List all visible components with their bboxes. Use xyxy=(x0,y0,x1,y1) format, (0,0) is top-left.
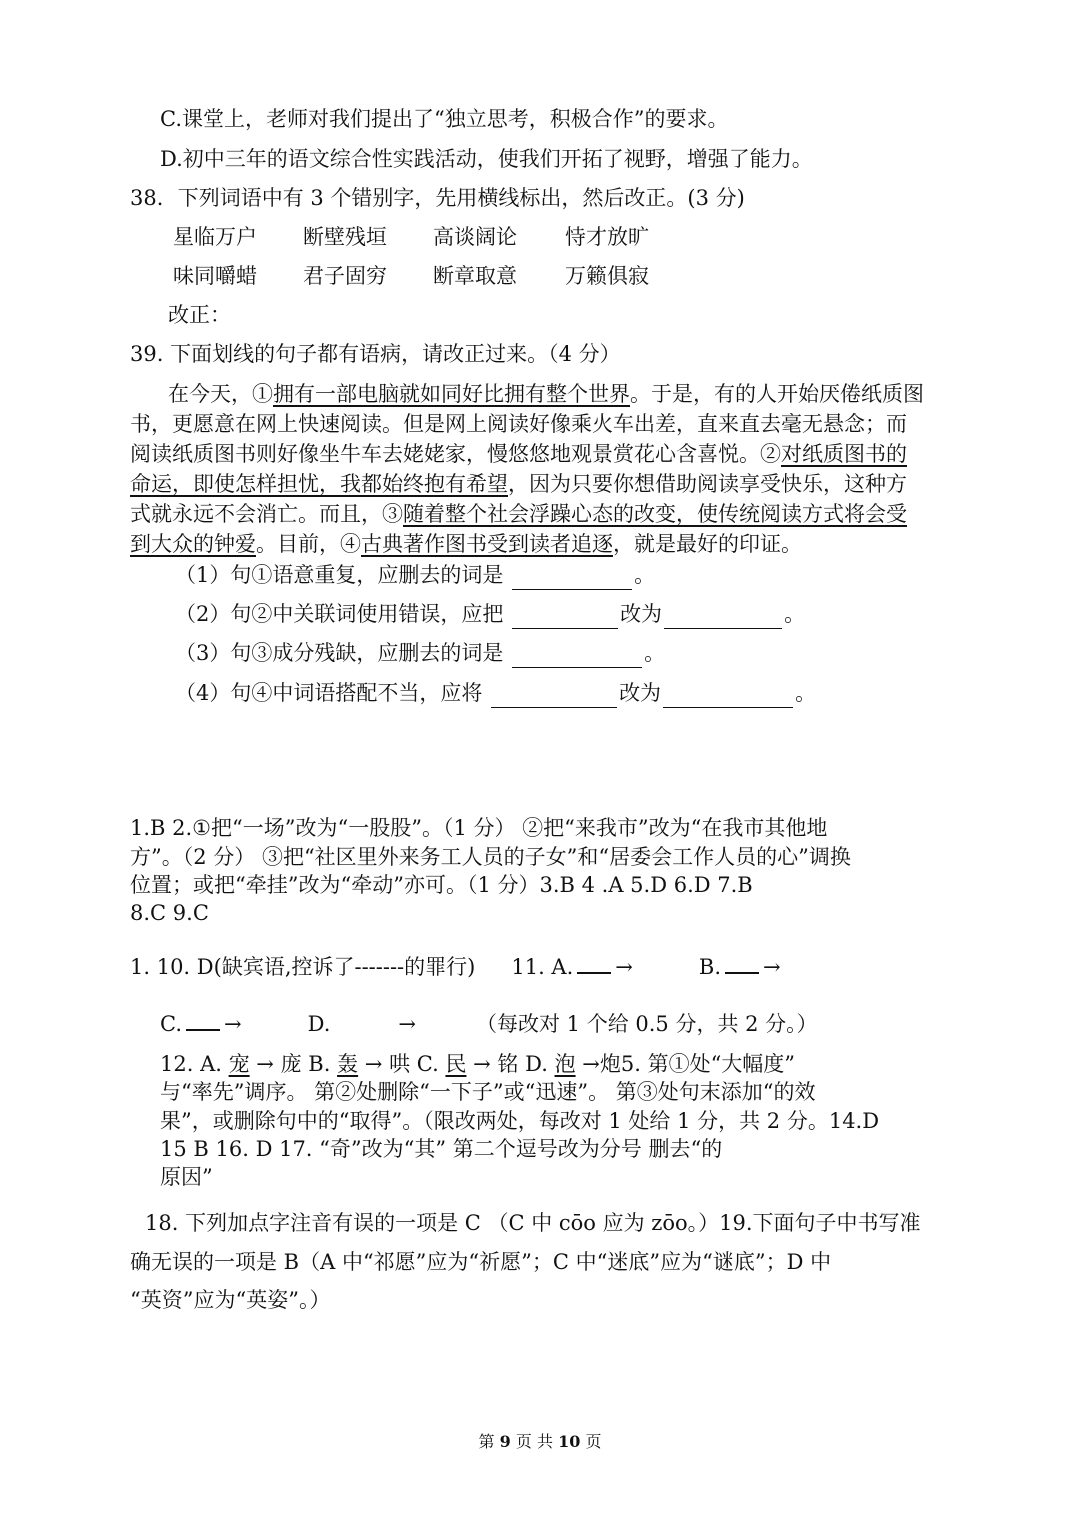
answer-line: 1. 10. D(缺宾语,控诉了-------的罪行) 11. A. → B. → xyxy=(130,955,781,979)
q37-option-c: C.课堂上，老师对我们提出了“独立思考，积极合作”的要求。 xyxy=(160,107,729,131)
answer-line: 8.C 9.C xyxy=(130,901,209,925)
answer-line: “英资”应为“英姿”。） xyxy=(130,1288,331,1312)
q38-stem: 38．下列词语中有 3 个错别字，先用横线标出，然后改正。(3 分) xyxy=(130,186,745,210)
answer-line: C. → D. → （每改对 1 个给 0.5 分，共 2 分。） xyxy=(160,1012,818,1036)
arrow-icon: → xyxy=(763,955,781,979)
q38-word: 味同嚼蜡 xyxy=(173,264,257,288)
q38-word: 君子固穷 xyxy=(303,264,387,288)
q39-para-line: 书，更愿意在网上快速阅读。但是网上阅读好像乘火车出差，直来直去毫无悬念；而 xyxy=(130,412,907,436)
arrow-icon: → xyxy=(224,1012,242,1036)
answer-line: 1.B 2.①把“一场”改为“一股股”。（1 分） ②把“来我市”改为“在我市其他地 xyxy=(130,816,828,840)
arrow-icon: → xyxy=(398,1012,416,1036)
q39-para-line: 式就永远不会消亡。而且，③随着整个社会浮躁心态的改变，使传统阅读方式将会受 xyxy=(130,502,907,526)
answer-blank[interactable] xyxy=(512,645,642,668)
q39-sub3: （3）句③成分残缺，应删去的词是 。 xyxy=(175,638,665,668)
answer-line: 15 B 16. D 17. “奇”改为“其” 第二个逗号改为分号 删去“的 xyxy=(160,1137,723,1161)
underlined-sentence-2-cont: 命运，即使怎样担忧，我都始终抱有希望 xyxy=(130,472,508,496)
answer-line: 与“率先”调序。 第②处删除“一下子”或“迅速”。 第③处句末添加“的效 xyxy=(160,1080,816,1104)
q38-word: 断壁残垣 xyxy=(303,225,387,249)
q38-word: 星临万户 xyxy=(173,225,257,249)
q38-word: 断章取意 xyxy=(433,264,517,288)
q38-word: 高谈阔论 xyxy=(433,225,517,249)
q39-sub2: （2）句②中关联词使用错误，应把 改为 。 xyxy=(175,599,805,629)
q38-correction-label: 改正： xyxy=(168,303,231,327)
underlined-sentence-1: 拥有一部电脑就如同好比拥有整个世界 xyxy=(273,382,630,406)
page-footer: 第 9 页 共 10 页 xyxy=(478,1432,602,1451)
answer-blank[interactable] xyxy=(491,685,617,708)
answer-blank[interactable] xyxy=(663,685,793,708)
arrow-icon: → xyxy=(615,955,633,979)
q37-option-d: D.初中三年的语文综合性实践活动，使我们开拓了视野，增强了能力。 xyxy=(160,147,813,171)
underlined-sentence-4: 古典著作图书受到读者追逐 xyxy=(361,532,613,556)
arrow-icon: → xyxy=(364,1052,383,1076)
answer-blank xyxy=(725,954,759,974)
arrow-icon: → xyxy=(582,1052,600,1076)
answer-line: 12. A. 宠 → 庞 B. 轰 → 哄 C. 民 → 铭 D. 泡 →炮5. 第①处“大幅度” xyxy=(160,1052,796,1076)
answer-blank xyxy=(577,954,611,974)
arrow-icon: → xyxy=(256,1052,274,1076)
answer-line: 果”，或删除句中的“取得”。（限改两处，每改对 1 处给 1 分，共 2 分。14.D xyxy=(160,1109,880,1133)
answer-line: 18. 下列加点字注音有误的一项是 C （C 中 cōo 应为 zōo。）19.下面句子中书写准 xyxy=(145,1211,921,1235)
q38-word: 恃才放旷 xyxy=(565,225,649,249)
answer-blank[interactable] xyxy=(512,567,632,590)
underlined-sentence-3: 随着整个社会浮躁心态的改变，使传统阅读方式将会受 xyxy=(403,502,907,526)
q39-stem: 39. 下面划线的句子都有语病，请改正过来。（4 分） xyxy=(130,342,621,366)
answer-blank[interactable] xyxy=(664,606,782,629)
answer-blank xyxy=(186,1011,220,1031)
q39-sub1: （1）句①语意重复，应删去的词是 。 xyxy=(175,560,655,590)
answer-line: 确无误的一项是 B（A 中“祁愿”应为“祈愿”；C 中“迷底”应为“谜底”；D 中 xyxy=(130,1250,832,1274)
answer-line: 方”。（2 分） ③把“社区里外来务工人员的子女”和“居委会工作人员的心”调换 xyxy=(130,845,851,869)
q39-sub4: （4）句④中词语搭配不当，应将 改为 。 xyxy=(175,678,816,708)
underlined-sentence-3-cont: 到大众的钟爱 xyxy=(130,532,256,556)
q39-para-line: 命运，即使怎样担忧，我都始终抱有希望，因为只要你想借助阅读享受快乐，这种方 xyxy=(130,472,907,496)
answer-blank[interactable] xyxy=(512,606,618,629)
arrow-icon: → xyxy=(473,1052,491,1076)
answer-line: 原因” xyxy=(160,1165,213,1189)
q39-para-line: 在今天，①拥有一部电脑就如同好比拥有整个世界。于是，有的人开始厌倦纸质图 xyxy=(168,382,924,406)
underlined-sentence-2: 对纸质图书的 xyxy=(781,442,907,466)
q39-para-line: 到大众的钟爱。目前，④古典著作图书受到读者追逐，就是最好的印证。 xyxy=(130,532,802,556)
page-number: 9 xyxy=(499,1432,511,1451)
answer-line: 位置；或把“牵挂”改为“牵动”亦可。（1 分）3.B 4 .A 5.D 6.D 7.B xyxy=(130,873,753,897)
page-total: 10 xyxy=(558,1432,581,1451)
q39-para-line: 阅读纸质图书则好像坐牛车去姥姥家，慢悠悠地观景赏花心含喜悦。②对纸质图书的 xyxy=(130,442,907,466)
q38-word: 万籁俱寂 xyxy=(565,264,649,288)
